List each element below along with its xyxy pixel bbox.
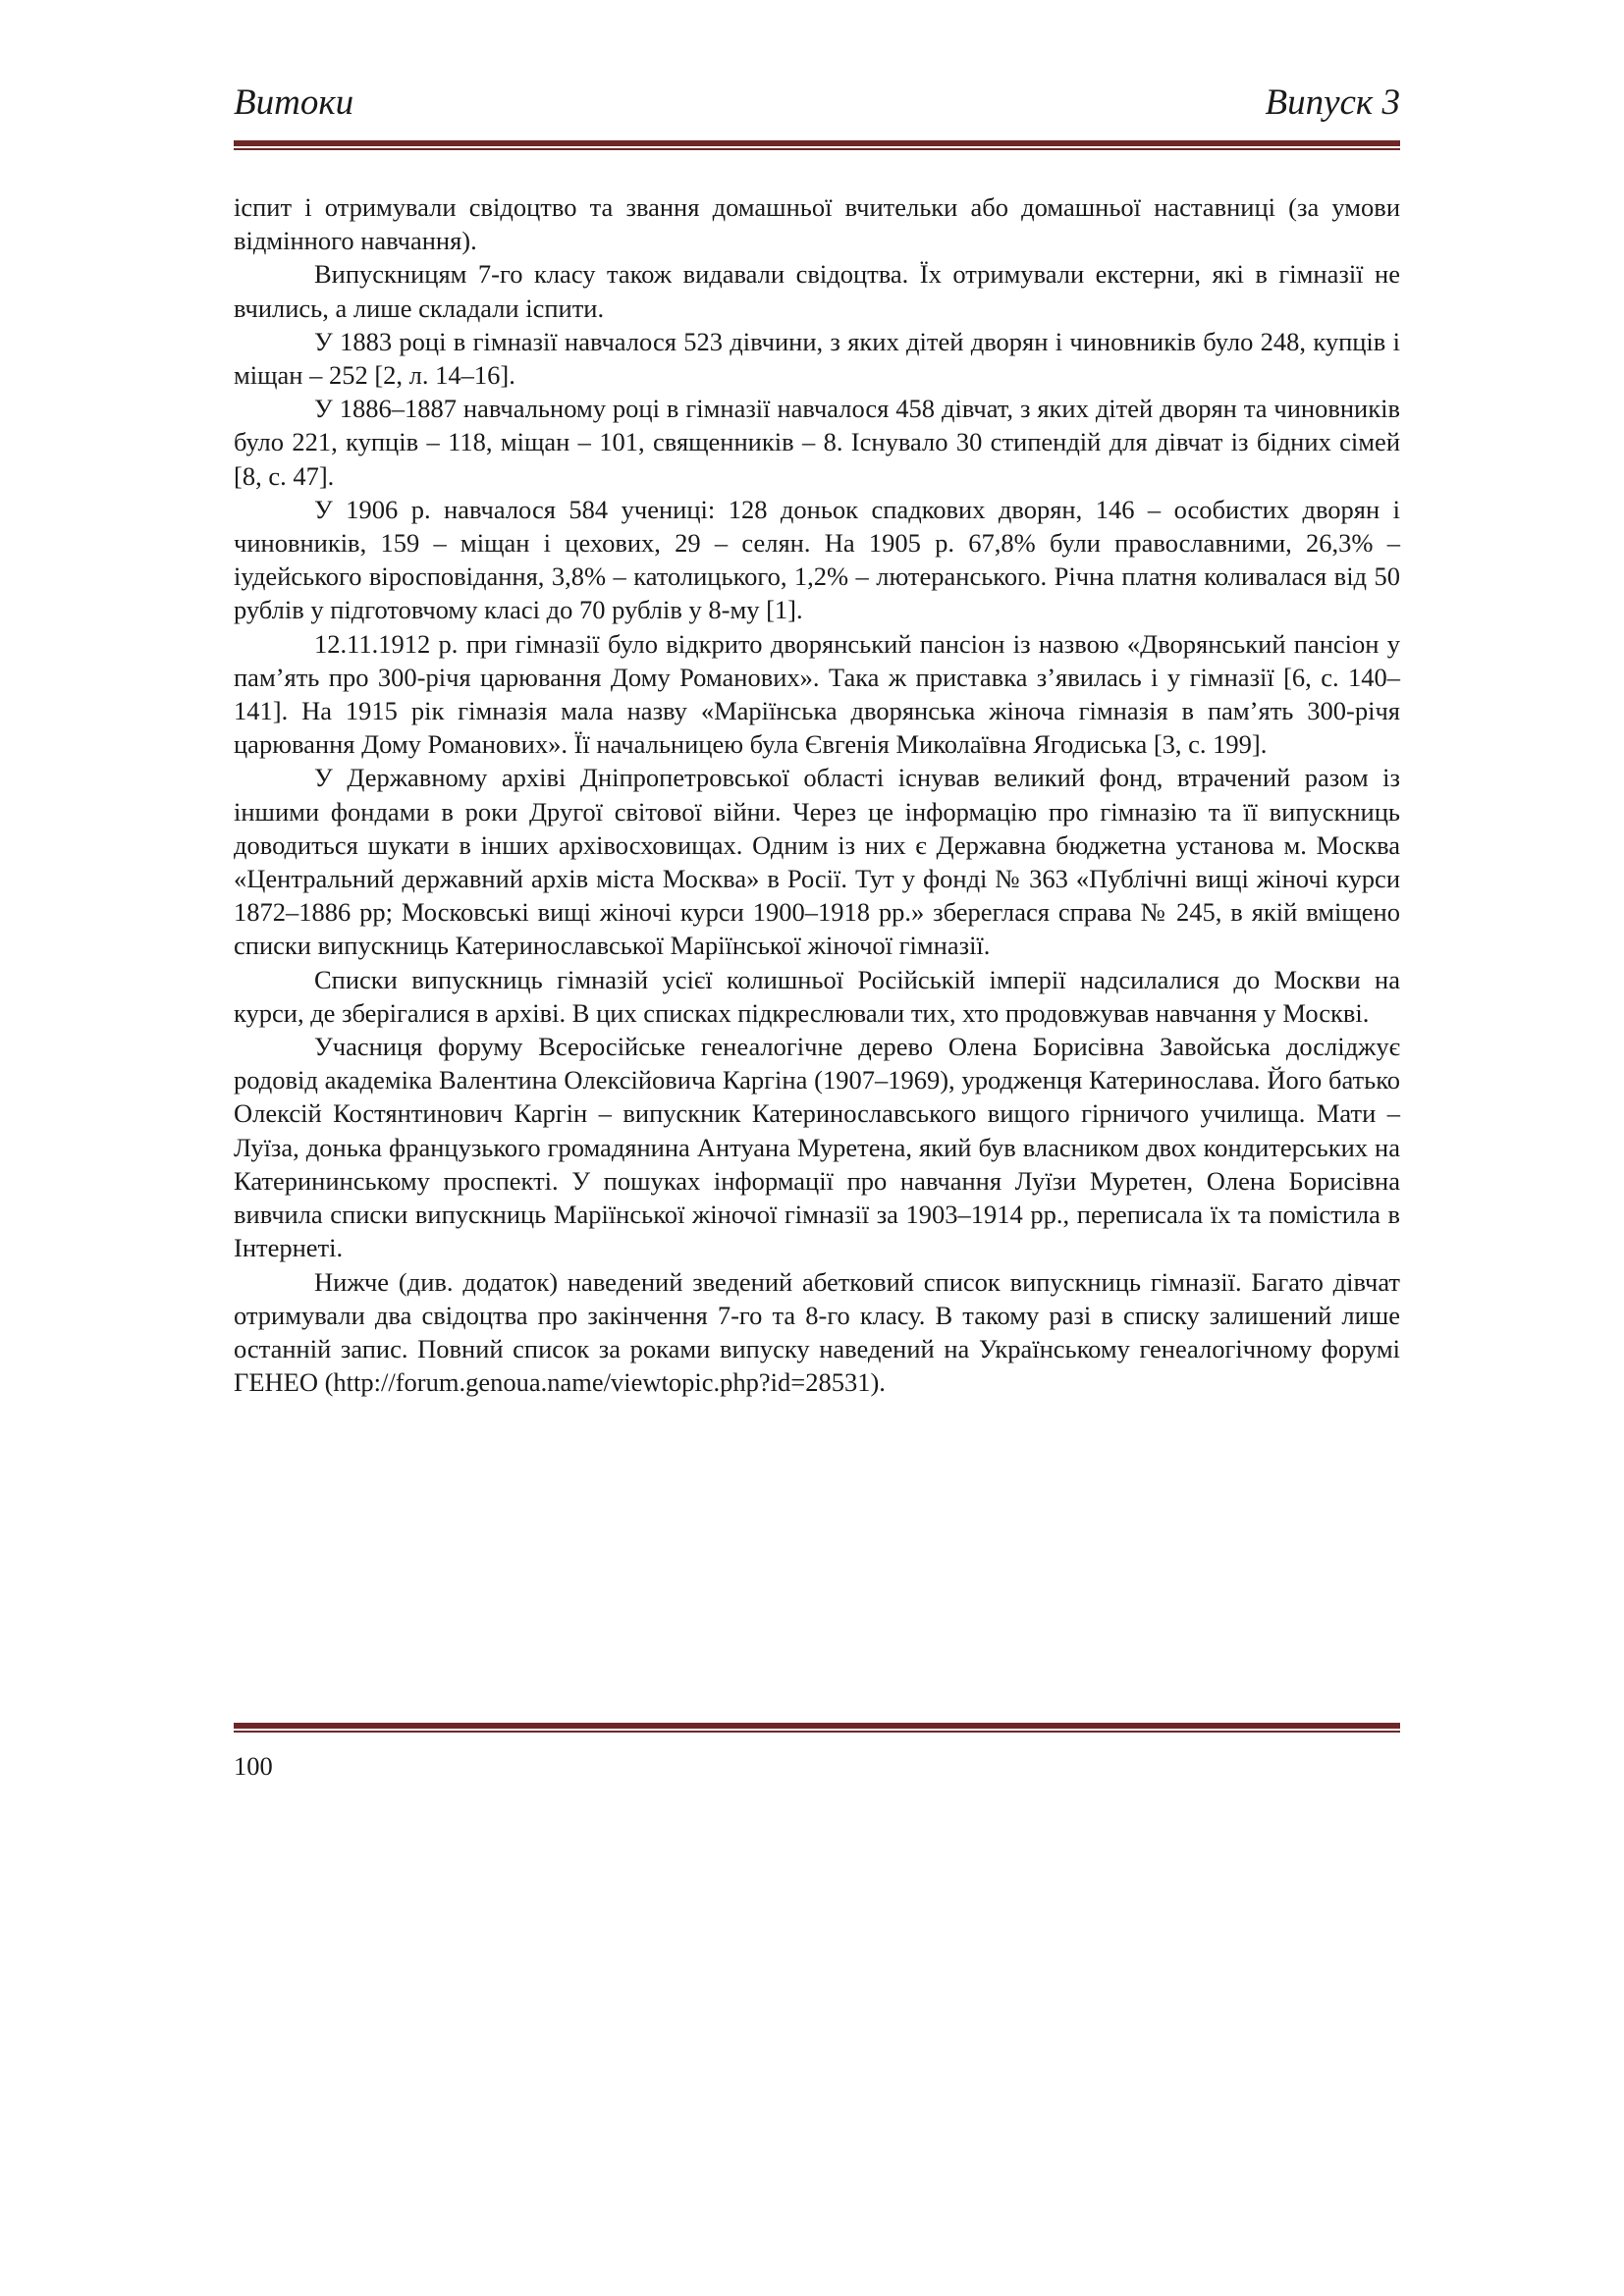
article-body [234, 190, 1400, 1399]
footer-divider [234, 1723, 1400, 1733]
issue-number: Випуск 3 [1265, 82, 1400, 123]
header-divider [234, 140, 1400, 150]
paragraph-8: Списки випускниць гімназій усієї колишньої Російській імперії надсилалися до Москви на курси, де зберігалися в архіві. В цих списках підкреслювали тих, хто продовжував навчання у Москві. [234, 964, 1400, 1028]
paragraph-6: 12.11.1912 р. при гімназії було відкрито дворянський пансіон із назвою «Дворянський пансіон у пам’ять про 300-річя царювання Дому Романових». Така ж приставка з’явилась і у гімназії [6, с. 140–141]. На 1915 рік гімназія мала назву «Маріїнська дворянська жіноча гімназія в пам’ять 300-річя царювання Дому Романових». Її начальницею була Євгенія Миколаївна Ягодиська [3, с. 199]. [234, 628, 1400, 760]
paragraph-5: У 1906 р. навчалося 584 учениці: 128 доньок спадкових дворян, 146 – особистих дворян і чиновників, 159 – міщан і цехових, 29 – селян. На 1905 р. 67,8% були православними, 26,3% – іудейського віросповідання, 3,8% – католицького, 1,2% – лютеранського. Річна платня коливалася від 50 рублів у підготовчому класі до 70 рублів у 8-му [1]. [234, 494, 1400, 625]
journal-title: Витоки [234, 82, 354, 123]
paragraph-7: У Державному архіві Дніпропетровської області існував великий фонд, втрачений разом із іншими фондами в роки Другої світової війни. Через це інформацію про гімназію та її випускниць доводиться шукати в інших архівосховищах. Одним із них є Державна бюджетна установа м. Москва «Центральний державний архів міста Москва» в Росії. Тут у фонді № 363 «Публічні вищі жіночі курси 1872–1886 рр; Московські вищі жіночі курси 1900–1918 рр.» збереглася справа № 245, в якій вміщено списки випускниць Катеринославської Маріїнської жіночої гімназії. [234, 763, 1400, 961]
paragraph-9: Учасниця форуму Всеросійське генеалогічне дерево Олена Борисівна Завойська досліджує родовід академіка Валентина Олексійовича Каргіна (1907–1969), уродженця Катеринослава. Його батько Олексій Костянтинович Каргін – випускник Катеринославського вищого гірничого училища. Мати – Луїза, донька французького громадянина Антуана Муретена, який був власником двох кондитерських на Катерининському проспекті. У пошуках інформації про навчання Луїзи Муретен, Олена Борисівна вивчила списки випускниць Маріїнської жіночої гімназії за 1903–1914 рр., переписала їх та помістила в Інтернеті. [234, 1032, 1400, 1263]
paragraph-3: У 1883 році в гімназії навчалося 523 дівчини, з яких дітей дворян і чиновників було 248, купців і міщан – 252 [2, л. 14–16]. [234, 326, 1400, 391]
paragraph-10: Нижче (див. додаток) наведений зведений абетковий список випускниць гімназії. Багато дівчат отримували два свідоцтва про закінчення 7-го та 8-го класу. В такому разі в списку залишений лише останній запис. Повний список за роками випуску наведений на Українському генеалогічному форумі ГЕНЕО (http://forum.genoua.name/viewtopic.php?id=28531). [234, 1266, 1400, 1398]
running-header [234, 79, 1400, 128]
paragraph-1: іспит і отримували свідоцтво та звання домашньої вчительки або домашньої наставниці (за умови відмінного навчання). [234, 192, 1400, 256]
page-number: 100 [234, 1751, 273, 1781]
paragraph-4: У 1886–1887 навчальному році в гімназії навчалося 458 дівчат, з яких дітей дворян та чиновників було 221, купців – 118, міщан – 101, священників – 8. Існувало 30 стипендій для дівчат із бідних сімей [8, с. 47]. [234, 394, 1400, 491]
paragraph-2: Випускницям 7-го класу також видавали свідоцтва. Їх отримували екстерни, які в гімназії не вчились, а лише складали іспити. [234, 259, 1400, 323]
